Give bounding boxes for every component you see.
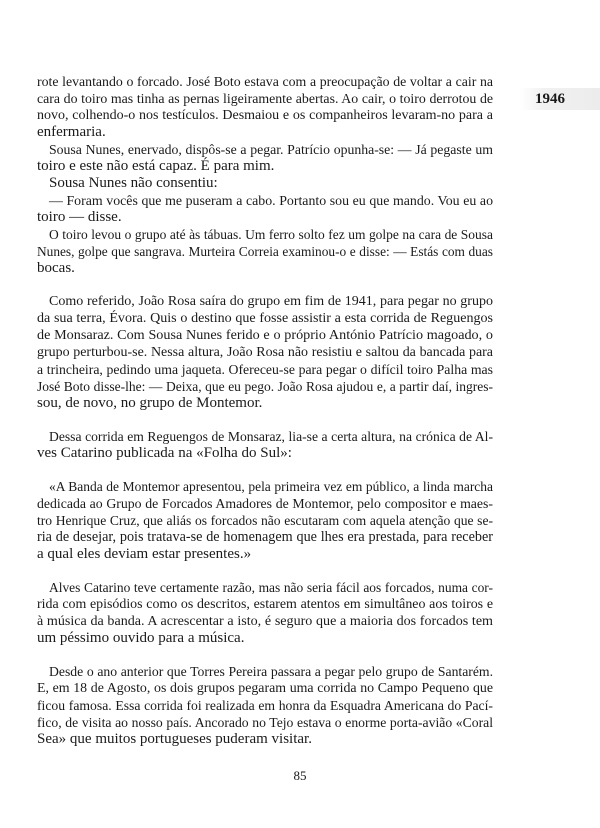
- text-line: rida com episódios como os descritos, estarem atentos em simultâneo aos toiros e: [37, 597, 493, 612]
- text-line: a trincheira, pedindo uma jaqueta. Ofereceu-se para pegar o difícil toiro Palha mas: [37, 362, 493, 377]
- text-line: sou, de novo, no grupo de Montemor.: [37, 395, 263, 411]
- text-line: Desde o ano anterior que Torres Pereira passara a pegar pelo grupo de Santarém.: [49, 664, 493, 679]
- text-line: fico, de visita ao nosso país. Ancorado no Tejo estava o enorme porta-avião «Coral: [37, 715, 493, 730]
- text-line: enfermaria.: [37, 124, 106, 140]
- text-line: a qual eles deviam estar presentes.»: [37, 546, 252, 562]
- paragraph-gap: [37, 462, 493, 478]
- text-line: grupo perturbou-se. Nessa altura, João Rosa não resistiu e saltou da bancada para: [37, 345, 493, 360]
- text-line: toiro — disse.: [37, 209, 122, 225]
- text-line: «A Banda de Montemor apresentou, pela primeira vez em público, a linda marcha: [49, 479, 493, 494]
- text-line: à música da banda. A acrescentar a isto, é seguro que a maioria dos forcados tem: [37, 613, 493, 629]
- paragraph: [37, 175, 493, 192]
- paragraph: [37, 141, 493, 175]
- paragraph: [37, 73, 493, 141]
- text-line: Dessa corrida em Reguengos de Monsaraz, lia-se a certa altura, na crónica de Al-: [49, 429, 493, 444]
- text-line: E, em 18 de Agosto, os dois grupos pegaram uma corrida no Campo Pequeno que: [37, 681, 493, 696]
- text-line: toiro e este não está capaz. É para mim.: [37, 158, 275, 174]
- paragraph: [37, 579, 493, 647]
- paragraph: [37, 428, 493, 462]
- paragraph-gap: [37, 277, 493, 293]
- text-line: cara do toiro mas tinha as pernas ligeiramente abertas. Ao cair, o toiro derrotou de: [37, 91, 493, 106]
- paragraph: [37, 226, 493, 277]
- text-line: ficou famosa. Essa corrida foi realizada em honra da Esquadra Americana do Pací-: [37, 698, 493, 713]
- text-line: Como referido, João Rosa saíra do grupo em fim de 1941, para pegar no grupo: [49, 294, 493, 309]
- page-number: 85: [293, 768, 307, 783]
- text-line: — Foram vocês que me puseram a cabo. Portanto sou eu que mando. Vou eu ao: [49, 193, 493, 208]
- text-line: rote levantando o forcado. José Boto estava com a preocupação de voltar a cair na: [37, 74, 493, 89]
- text-line: Alves Catarino teve certamente razão, mas não seria fácil aos forcados, numa cor-: [49, 580, 493, 595]
- text-line: José Boto disse-lhe: — Deixa, que eu pego. João Rosa ajudou e, a partir daí, ingres-: [37, 379, 493, 394]
- body-text: [37, 73, 493, 748]
- paragraph: [37, 293, 493, 412]
- text-line: ria de desejar, pois tratava-se de homenagem que lhes era prestada, para receber: [37, 529, 493, 545]
- paragraph-gap: [37, 647, 493, 663]
- text-line: Sousa Nunes não consentiu:: [49, 175, 218, 191]
- paragraph: [37, 663, 493, 748]
- text-line: de Monsaraz. Com Sousa Nunes ferido e o próprio António Patrício magoado, o: [37, 327, 493, 343]
- text-line: dedicada ao Grupo de Forcados Amadores de Montemor, pelo compositor e maes-: [37, 496, 493, 511]
- paragraph: [37, 192, 493, 226]
- text-line: ves Catarino publicada na «Folha do Sul»:: [37, 445, 292, 461]
- text-line: Sousa Nunes, enervado, dispôs-se a pegar. Patrício opunha-se: — Já pegaste um: [49, 142, 493, 157]
- text-line: um péssimo ouvido para a música.: [37, 630, 245, 646]
- paragraph-gap: [37, 412, 493, 428]
- text-line: O toiro levou o grupo até às tábuas. Um ferro solto fez um golpe na cara de Sousa: [49, 227, 493, 242]
- text-line: tro Henrique Cruz, que aliás os forcados não escutaram com aquela atenção que se-: [37, 513, 493, 528]
- text-line: novo, colhendo-o nos testículos. Desmaiou e os companheiros levaram-no para a: [37, 108, 493, 123]
- text-line: Nunes, golpe que sangrava. Murteira Correia examinou-o e disse: — Estás com duas: [37, 244, 493, 259]
- paragraph-gap: [37, 563, 493, 579]
- paragraph: [37, 478, 493, 563]
- text-line: bocas.: [37, 260, 75, 276]
- text-line: da sua terra, Évora. Quis o destino que fosse assistir a esta corrida de Reguengos: [37, 310, 493, 326]
- margin-year: 1946: [535, 91, 565, 107]
- text-line: Sea» que muitos portugueses puderam visitar.: [37, 731, 312, 747]
